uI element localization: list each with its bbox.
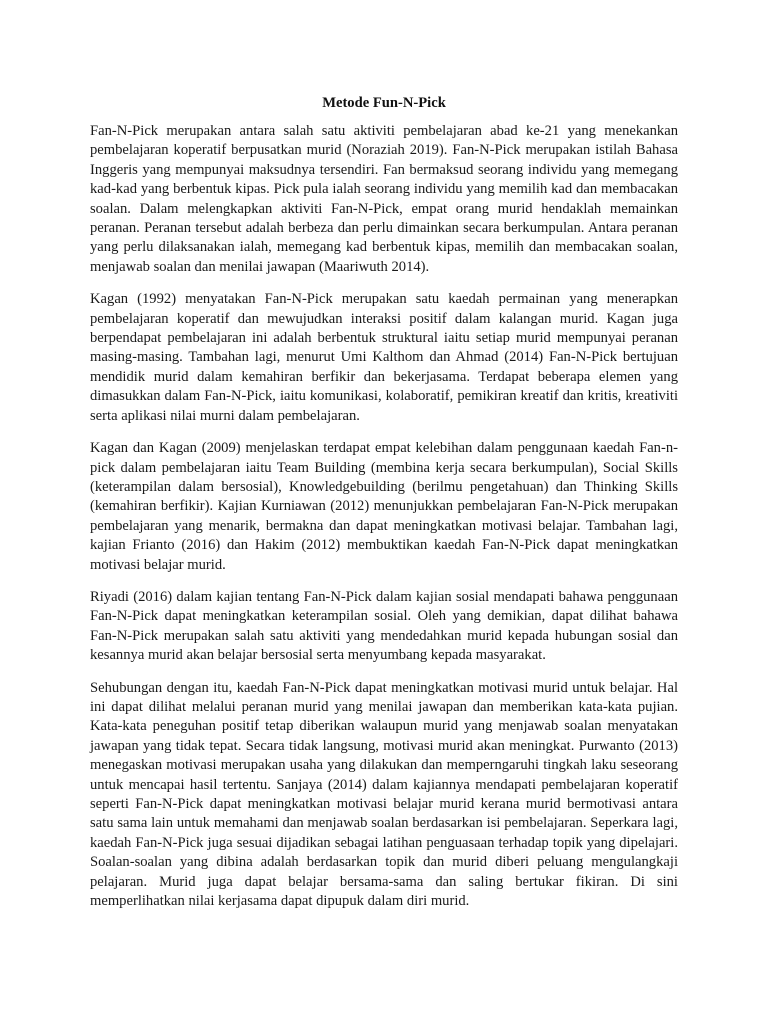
- document-title: Metode Fun-N-Pick: [322, 95, 446, 111]
- paragraph-5: Sehubungan dengan itu, kaedah Fan-N-Pick dapat meningkatkan motivasi murid untuk belajar. Hal ini dapat dilihat melalui peranan murid yang menilai jawapan dan memberikan kata-kata pujian. Kata-kata peneguhan positif tetap diberikan walaupun murid yang menjawab soalan menyatakan jawapan yang tidak tepat. Secara tidak langsung, motivasi murid akan meningkat. Purwanto (2013) menegaskan motivasi merupakan usaha yang dilakukan dan memperngaruhi tingkah laku seseorang untuk mencapai hasil tertentu. Sanjaya (2014) dalam kajiannya mendapati pembelajaran koperatif seperti Fan-N-Pick dapat meningkatkan motivasi belajar murid kerana murid bermotivasi antara satu sama lain untuk memahami dan menjawab soalan berdasarkan isi pembelajaran. Seperkara lagi, kaedah Fan-N-Pick juga sesuai dijadikan sebagai latihan penguasaan terhadap topik yang dipelajari. Soalan-soalan yang dibina adalah berdasarkan topik dan murid diberi peluang mengulangkaji pelajaran. Murid juga dapat belajar bersama-sama dan saling bertukar fikiran. Di sini memperlihatkan nilai kerjasama dapat dipupuk dalam diri murid.: [90, 679, 678, 910]
- paragraph-1: Fan-N-Pick merupakan antara salah satu aktiviti pembelajaran abad ke-21 yang menekankan pembelajaran koperatif berpusatkan murid (Noraziah 2019). Fan-N-Pick merupakan istilah Bahasa Inggeris yang mempunyai maksudnya tersendiri. Fan bermaksud seorang individu yang memegang kad-kad yang berbentuk kipas. Pick pula ialah seorang individu yang memilih kad dan membacakan soalan. Dalam melengkapkan aktiviti Fan-N-Pick, empat orang murid hendaklah memainkan peranan. Peranan tersebut adalah berbeza dan perlu dimainkan secara berkumpulan. Antara peranan yang perlu dilaksanakan ialah, memegang kad berbentuk kipas, memilih dan membacakan soalan, menjawab soalan dan menilai jawapan (Maariwuth 2014).: [90, 123, 678, 275]
- paragraph-2: Kagan (1992) menyatakan Fan-N-Pick merupakan satu kaedah permainan yang menerapkan pembelajaran koperatif dan mewujudkan interaksi positif dalam kalangan murid. Kagan juga berpendapat pembelajaran ini adalah berbentuk struktural iaitu setiap murid mempunyai peranan masing-masing. Tambahan lagi, menurut Umi Kalthom dan Ahmad (2014) Fan-N-Pick bertujuan mendidik murid dalam kemahiran berfikir dan bekerjasama. Terdapat beberapa elemen yang dimasukkan dalam Fan-N-Pick, iaitu komunikasi, kolaboratif, pemikiran kreatif dan kritis, kreativiti serta aplikasi nilai murni dalam pembelajaran.: [90, 291, 678, 424]
- paragraph-3: Kagan dan Kagan (2009) menjelaskan terdapat empat kelebihan dalam penggunaan kaedah Fan-n-pick dalam pembelajaran iaitu Team Building (membina kerja secara berkumpulan), Social Skills (keterampilan dalam bersosial), Knowledgebuilding (berilmu pengetahuan) dan Thinking Skills (kemahiran berfikir). Kajian Kurniawan (2012) menunjukkan pembelajaran Fan-N-Pick merupakan pembelajaran yang menarik, bermakna dan dapat meningkatkan motivasi belajar. Tambahan lagi, kajian Frianto (2016) dan Hakim (2012) membuktikan kaedah Fan-N-Pick dapat meningkatkan motivasi belajar murid.: [90, 440, 678, 573]
- paragraph-4: Riyadi (2016) dalam kajian tentang Fan-N-Pick dalam kajian sosial mendapati bahawa penggunaan Fan-N-Pick dapat meningkatkan keterampilan sosial. Oleh yang demikian, dapat dilihat bahawa Fan-N-Pick merupakan salah satu aktiviti yang mendedahkan murid kepada hubungan sosial dan kesannya murid akan belajar bersosial serta menyumbang kepada masyarakat.: [90, 588, 678, 664]
- document-body: [90, 122, 678, 924]
